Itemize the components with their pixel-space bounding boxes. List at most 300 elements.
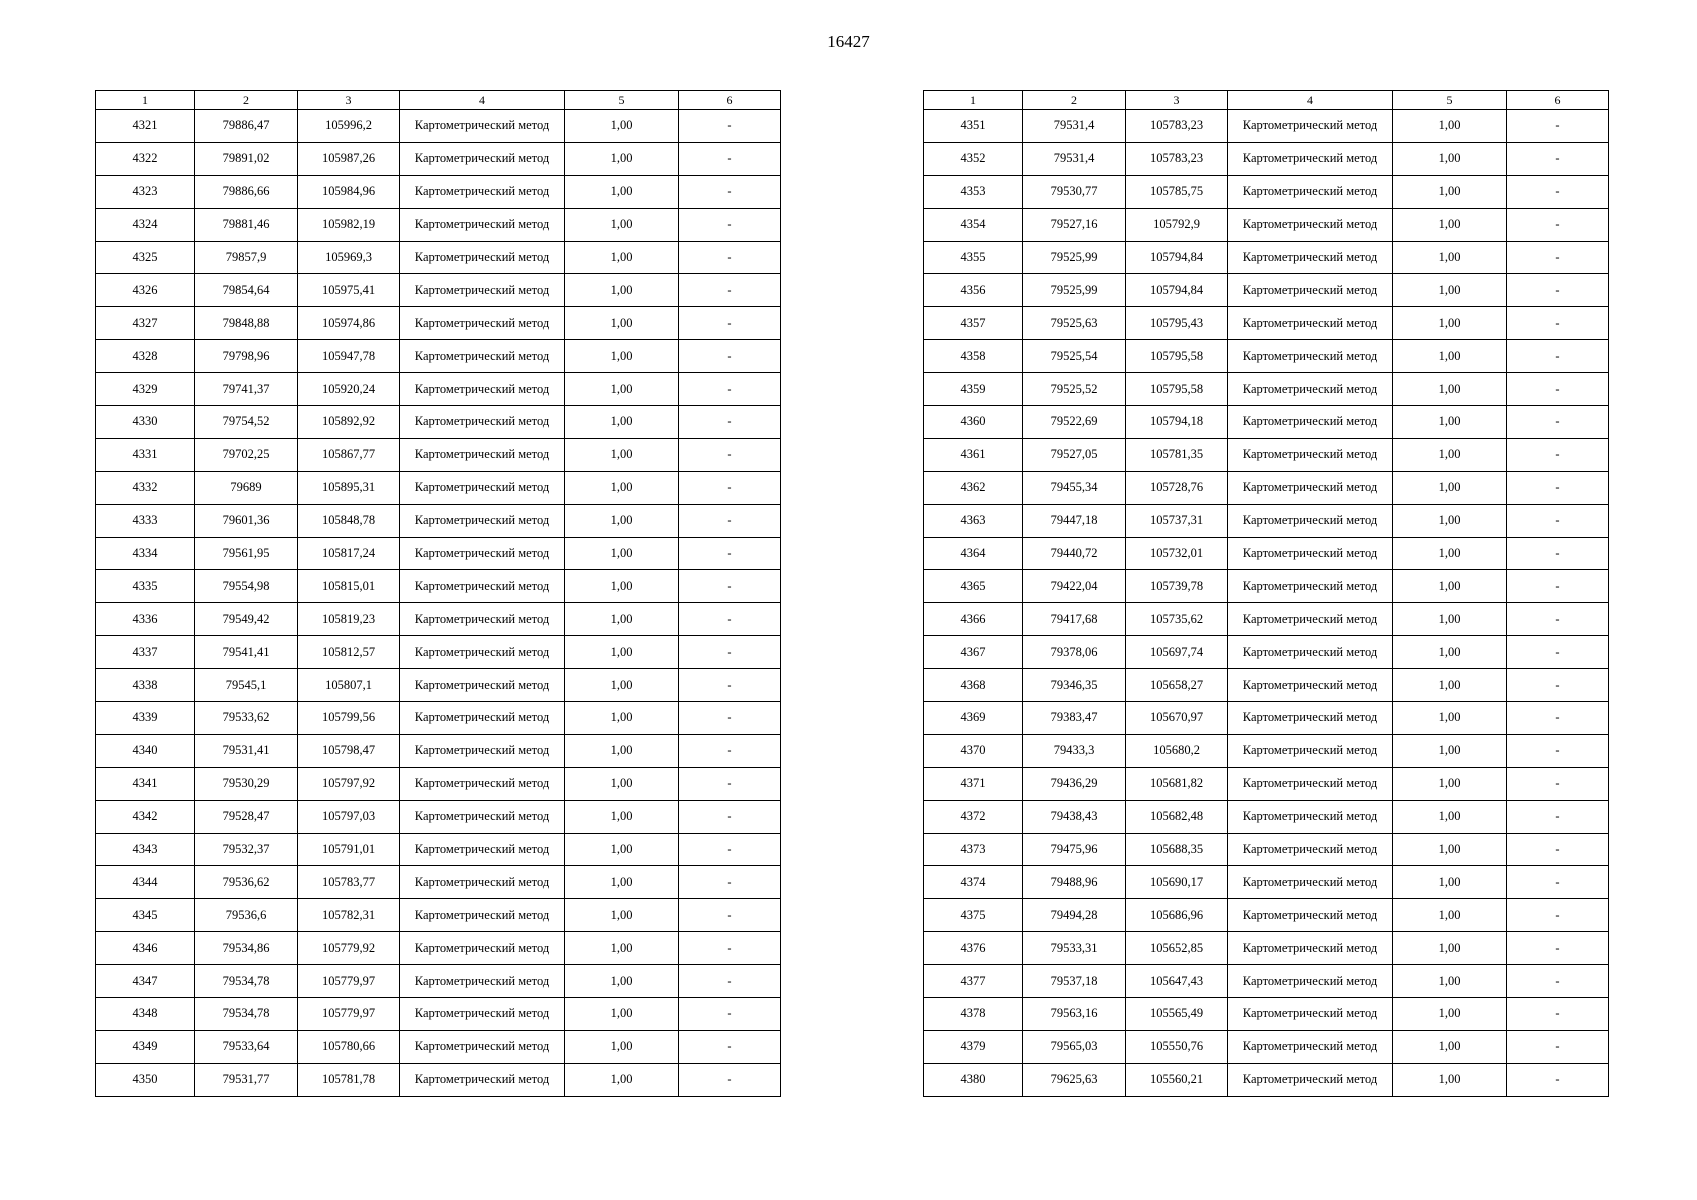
y-coordinate-cell: 105737,31 — [1126, 504, 1228, 537]
accuracy-cell: 1,00 — [1393, 537, 1507, 570]
point-number-cell: 4333 — [96, 504, 195, 537]
y-coordinate-cell: 105728,76 — [1126, 471, 1228, 504]
accuracy-cell: 1,00 — [1393, 307, 1507, 340]
x-coordinate-cell: 79601,36 — [195, 504, 298, 537]
table-row — [924, 110, 1609, 143]
point-number-cell: 4360 — [924, 406, 1023, 439]
table-row — [924, 142, 1609, 175]
table-row — [96, 274, 781, 307]
method-cell: Картометрический метод — [1228, 307, 1393, 340]
note-cell: - — [1507, 1063, 1609, 1096]
y-coordinate-cell: 105781,35 — [1126, 438, 1228, 471]
method-cell: Картометрический метод — [1228, 932, 1393, 965]
coordinates-table-left — [95, 90, 781, 1097]
method-cell: Картометрический метод — [400, 406, 565, 439]
table-row — [96, 965, 781, 998]
method-cell: Картометрический метод — [1228, 702, 1393, 735]
y-coordinate-cell: 105779,97 — [298, 998, 400, 1031]
table-row — [924, 340, 1609, 373]
y-coordinate-cell: 105984,96 — [298, 175, 400, 208]
method-cell: Картометрический метод — [1228, 800, 1393, 833]
method-cell: Картометрический метод — [1228, 537, 1393, 570]
accuracy-cell: 1,00 — [565, 1063, 679, 1096]
table-row — [96, 570, 781, 603]
note-cell: - — [1507, 603, 1609, 636]
method-cell: Картометрический метод — [400, 767, 565, 800]
x-coordinate-cell: 79488,96 — [1023, 866, 1126, 899]
method-cell: Картометрический метод — [400, 142, 565, 175]
point-number-cell: 4371 — [924, 767, 1023, 800]
x-coordinate-cell: 79417,68 — [1023, 603, 1126, 636]
table-row — [924, 1030, 1609, 1063]
y-coordinate-cell: 105794,84 — [1126, 241, 1228, 274]
x-coordinate-cell: 79531,4 — [1023, 142, 1126, 175]
x-coordinate-cell: 79475,96 — [1023, 833, 1126, 866]
table-row — [924, 504, 1609, 537]
column-header: 5 — [1393, 91, 1507, 110]
table-row — [924, 998, 1609, 1031]
method-cell: Картометрический метод — [1228, 965, 1393, 998]
point-number-cell: 4370 — [924, 734, 1023, 767]
point-number-cell: 4340 — [96, 734, 195, 767]
accuracy-cell: 1,00 — [565, 241, 679, 274]
table-row — [96, 208, 781, 241]
method-cell: Картометрический метод — [400, 110, 565, 143]
accuracy-cell: 1,00 — [565, 537, 679, 570]
accuracy-cell: 1,00 — [565, 406, 679, 439]
accuracy-cell: 1,00 — [1393, 767, 1507, 800]
accuracy-cell: 1,00 — [1393, 734, 1507, 767]
table-row — [96, 636, 781, 669]
method-cell: Картометрический метод — [400, 833, 565, 866]
method-cell: Картометрический метод — [1228, 208, 1393, 241]
accuracy-cell: 1,00 — [1393, 636, 1507, 669]
table-row — [96, 537, 781, 570]
note-cell: - — [679, 767, 781, 800]
point-number-cell: 4327 — [96, 307, 195, 340]
method-cell: Картометрический метод — [400, 899, 565, 932]
point-number-cell: 4335 — [96, 570, 195, 603]
method-cell: Картометрический метод — [400, 241, 565, 274]
y-coordinate-cell: 105781,78 — [298, 1063, 400, 1096]
y-coordinate-cell: 105982,19 — [298, 208, 400, 241]
table-row — [924, 373, 1609, 406]
note-cell: - — [1507, 1030, 1609, 1063]
table-row — [924, 471, 1609, 504]
x-coordinate-cell: 79541,41 — [195, 636, 298, 669]
method-cell: Картометрический метод — [1228, 603, 1393, 636]
x-coordinate-cell: 79525,63 — [1023, 307, 1126, 340]
accuracy-cell: 1,00 — [1393, 998, 1507, 1031]
table-row — [924, 669, 1609, 702]
note-cell: - — [1507, 307, 1609, 340]
point-number-cell: 4359 — [924, 373, 1023, 406]
y-coordinate-cell: 105797,92 — [298, 767, 400, 800]
note-cell: - — [1507, 899, 1609, 932]
y-coordinate-cell: 105779,97 — [298, 965, 400, 998]
method-cell: Картометрический метод — [1228, 767, 1393, 800]
note-cell: - — [1507, 636, 1609, 669]
accuracy-cell: 1,00 — [1393, 570, 1507, 603]
y-coordinate-cell: 105680,2 — [1126, 734, 1228, 767]
y-coordinate-cell: 105817,24 — [298, 537, 400, 570]
note-cell: - — [1507, 702, 1609, 735]
y-coordinate-cell: 105735,62 — [1126, 603, 1228, 636]
column-header: 4 — [1228, 91, 1393, 110]
column-header: 6 — [679, 91, 781, 110]
note-cell: - — [1507, 537, 1609, 570]
y-coordinate-cell: 105783,23 — [1126, 110, 1228, 143]
table-row — [924, 833, 1609, 866]
accuracy-cell: 1,00 — [1393, 438, 1507, 471]
table-row — [96, 504, 781, 537]
point-number-cell: 4378 — [924, 998, 1023, 1031]
note-cell: - — [1507, 110, 1609, 143]
x-coordinate-cell: 79533,62 — [195, 702, 298, 735]
x-coordinate-cell: 79534,78 — [195, 965, 298, 998]
note-cell: - — [1507, 504, 1609, 537]
point-number-cell: 4364 — [924, 537, 1023, 570]
table-row — [96, 438, 781, 471]
x-coordinate-cell: 79346,35 — [1023, 669, 1126, 702]
note-cell: - — [679, 636, 781, 669]
point-number-cell: 4366 — [924, 603, 1023, 636]
note-cell: - — [679, 669, 781, 702]
accuracy-cell: 1,00 — [565, 570, 679, 603]
point-number-cell: 4361 — [924, 438, 1023, 471]
method-cell: Картометрический метод — [400, 866, 565, 899]
note-cell: - — [1507, 241, 1609, 274]
point-number-cell: 4377 — [924, 965, 1023, 998]
accuracy-cell: 1,00 — [565, 800, 679, 833]
accuracy-cell: 1,00 — [1393, 471, 1507, 504]
point-number-cell: 4326 — [96, 274, 195, 307]
method-cell: Картометрический метод — [400, 603, 565, 636]
method-cell: Картометрический метод — [400, 340, 565, 373]
accuracy-cell: 1,00 — [1393, 340, 1507, 373]
point-number-cell: 4350 — [96, 1063, 195, 1096]
note-cell: - — [1507, 175, 1609, 208]
accuracy-cell: 1,00 — [1393, 932, 1507, 965]
method-cell: Картометрический метод — [400, 373, 565, 406]
method-cell: Картометрический метод — [400, 471, 565, 504]
table-row — [96, 669, 781, 702]
method-cell: Картометрический метод — [1228, 471, 1393, 504]
y-coordinate-cell: 105892,92 — [298, 406, 400, 439]
accuracy-cell: 1,00 — [565, 373, 679, 406]
y-coordinate-cell: 105969,3 — [298, 241, 400, 274]
point-number-cell: 4365 — [924, 570, 1023, 603]
method-cell: Картометрический метод — [1228, 142, 1393, 175]
point-number-cell: 4337 — [96, 636, 195, 669]
point-number-cell: 4372 — [924, 800, 1023, 833]
x-coordinate-cell: 79561,95 — [195, 537, 298, 570]
y-coordinate-cell: 105798,47 — [298, 734, 400, 767]
point-number-cell: 4330 — [96, 406, 195, 439]
note-cell: - — [679, 504, 781, 537]
y-coordinate-cell: 105682,48 — [1126, 800, 1228, 833]
point-number-cell: 4324 — [96, 208, 195, 241]
accuracy-cell: 1,00 — [565, 603, 679, 636]
method-cell: Картометрический метод — [1228, 175, 1393, 208]
note-cell: - — [1507, 998, 1609, 1031]
y-coordinate-cell: 105783,23 — [1126, 142, 1228, 175]
y-coordinate-cell: 105795,58 — [1126, 373, 1228, 406]
x-coordinate-cell: 79455,34 — [1023, 471, 1126, 504]
x-coordinate-cell: 79536,62 — [195, 866, 298, 899]
accuracy-cell: 1,00 — [1393, 373, 1507, 406]
accuracy-cell: 1,00 — [1393, 208, 1507, 241]
note-cell: - — [1507, 406, 1609, 439]
table-row — [924, 866, 1609, 899]
x-coordinate-cell: 79533,31 — [1023, 932, 1126, 965]
note-cell: - — [679, 1030, 781, 1063]
method-cell: Картометрический метод — [400, 932, 565, 965]
accuracy-cell: 1,00 — [565, 504, 679, 537]
y-coordinate-cell: 105697,74 — [1126, 636, 1228, 669]
point-number-cell: 4351 — [924, 110, 1023, 143]
accuracy-cell: 1,00 — [1393, 866, 1507, 899]
table-row — [96, 800, 781, 833]
x-coordinate-cell: 79563,16 — [1023, 998, 1126, 1031]
column-header: 2 — [195, 91, 298, 110]
y-coordinate-cell: 105647,43 — [1126, 965, 1228, 998]
table-row — [924, 241, 1609, 274]
y-coordinate-cell: 105783,77 — [298, 866, 400, 899]
y-coordinate-cell: 105681,82 — [1126, 767, 1228, 800]
accuracy-cell: 1,00 — [565, 307, 679, 340]
y-coordinate-cell: 105739,78 — [1126, 570, 1228, 603]
method-cell: Картометрический метод — [1228, 241, 1393, 274]
y-coordinate-cell: 105795,58 — [1126, 340, 1228, 373]
accuracy-cell: 1,00 — [565, 702, 679, 735]
x-coordinate-cell: 79741,37 — [195, 373, 298, 406]
x-coordinate-cell: 79447,18 — [1023, 504, 1126, 537]
accuracy-cell: 1,00 — [1393, 833, 1507, 866]
table-row — [96, 241, 781, 274]
accuracy-cell: 1,00 — [1393, 800, 1507, 833]
point-number-cell: 4352 — [924, 142, 1023, 175]
point-number-cell: 4343 — [96, 833, 195, 866]
table-row — [924, 636, 1609, 669]
x-coordinate-cell: 79494,28 — [1023, 899, 1126, 932]
method-cell: Картометрический метод — [400, 702, 565, 735]
x-coordinate-cell: 79545,1 — [195, 669, 298, 702]
accuracy-cell: 1,00 — [565, 110, 679, 143]
y-coordinate-cell: 105975,41 — [298, 274, 400, 307]
table-row — [96, 998, 781, 1031]
x-coordinate-cell: 79891,02 — [195, 142, 298, 175]
point-number-cell: 4348 — [96, 998, 195, 1031]
note-cell: - — [679, 603, 781, 636]
note-cell: - — [1507, 932, 1609, 965]
y-coordinate-cell: 105785,75 — [1126, 175, 1228, 208]
y-coordinate-cell: 105792,9 — [1126, 208, 1228, 241]
y-coordinate-cell: 105686,96 — [1126, 899, 1228, 932]
accuracy-cell: 1,00 — [565, 636, 679, 669]
table-row — [96, 175, 781, 208]
note-cell: - — [679, 734, 781, 767]
method-cell: Картометрический метод — [400, 800, 565, 833]
column-header: 2 — [1023, 91, 1126, 110]
method-cell: Картометрический метод — [400, 669, 565, 702]
method-cell: Картометрический метод — [400, 636, 565, 669]
x-coordinate-cell: 79422,04 — [1023, 570, 1126, 603]
table-row — [96, 702, 781, 735]
note-cell: - — [679, 373, 781, 406]
note-cell: - — [679, 307, 781, 340]
note-cell: - — [679, 1063, 781, 1096]
point-number-cell: 4375 — [924, 899, 1023, 932]
x-coordinate-cell: 79702,25 — [195, 438, 298, 471]
accuracy-cell: 1,00 — [565, 767, 679, 800]
point-number-cell: 4368 — [924, 669, 1023, 702]
accuracy-cell: 1,00 — [565, 274, 679, 307]
table-row — [924, 175, 1609, 208]
table-row — [96, 603, 781, 636]
point-number-cell: 4328 — [96, 340, 195, 373]
point-number-cell: 4341 — [96, 767, 195, 800]
x-coordinate-cell: 79440,72 — [1023, 537, 1126, 570]
method-cell: Картометрический метод — [1228, 998, 1393, 1031]
point-number-cell: 4323 — [96, 175, 195, 208]
point-number-cell: 4357 — [924, 307, 1023, 340]
point-number-cell: 4336 — [96, 603, 195, 636]
accuracy-cell: 1,00 — [565, 438, 679, 471]
y-coordinate-cell: 105848,78 — [298, 504, 400, 537]
x-coordinate-cell: 79530,77 — [1023, 175, 1126, 208]
point-number-cell: 4353 — [924, 175, 1023, 208]
point-number-cell: 4374 — [924, 866, 1023, 899]
note-cell: - — [679, 833, 781, 866]
column-header: 6 — [1507, 91, 1609, 110]
note-cell: - — [679, 110, 781, 143]
y-coordinate-cell: 105797,03 — [298, 800, 400, 833]
note-cell: - — [679, 932, 781, 965]
method-cell: Картометрический метод — [1228, 570, 1393, 603]
note-cell: - — [1507, 570, 1609, 603]
method-cell: Картометрический метод — [400, 734, 565, 767]
y-coordinate-cell: 105791,01 — [298, 833, 400, 866]
point-number-cell: 4363 — [924, 504, 1023, 537]
note-cell: - — [679, 998, 781, 1031]
note-cell: - — [679, 142, 781, 175]
method-cell: Картометрический метод — [1228, 438, 1393, 471]
note-cell: - — [679, 471, 781, 504]
table-row — [96, 142, 781, 175]
x-coordinate-cell: 79531,4 — [1023, 110, 1126, 143]
accuracy-cell: 1,00 — [565, 142, 679, 175]
note-cell: - — [679, 570, 781, 603]
x-coordinate-cell: 79534,86 — [195, 932, 298, 965]
x-coordinate-cell: 79554,98 — [195, 570, 298, 603]
note-cell: - — [679, 208, 781, 241]
method-cell: Картометрический метод — [400, 1063, 565, 1096]
table-body — [96, 110, 781, 1097]
table-row — [924, 932, 1609, 965]
note-cell: - — [1507, 833, 1609, 866]
point-number-cell: 4376 — [924, 932, 1023, 965]
y-coordinate-cell: 105996,2 — [298, 110, 400, 143]
accuracy-cell: 1,00 — [1393, 110, 1507, 143]
x-coordinate-cell: 79881,46 — [195, 208, 298, 241]
x-coordinate-cell: 79536,6 — [195, 899, 298, 932]
x-coordinate-cell: 79854,64 — [195, 274, 298, 307]
accuracy-cell: 1,00 — [565, 833, 679, 866]
column-header: 4 — [400, 91, 565, 110]
point-number-cell: 4338 — [96, 669, 195, 702]
note-cell: - — [1507, 142, 1609, 175]
x-coordinate-cell: 79525,99 — [1023, 274, 1126, 307]
accuracy-cell: 1,00 — [565, 899, 679, 932]
table-row — [96, 1030, 781, 1063]
x-coordinate-cell: 79527,16 — [1023, 208, 1126, 241]
table-row — [96, 1063, 781, 1096]
note-cell: - — [1507, 866, 1609, 899]
accuracy-cell: 1,00 — [565, 208, 679, 241]
accuracy-cell: 1,00 — [565, 998, 679, 1031]
x-coordinate-cell: 79625,63 — [1023, 1063, 1126, 1096]
table-row — [924, 208, 1609, 241]
table-row — [924, 965, 1609, 998]
point-number-cell: 4325 — [96, 241, 195, 274]
point-number-cell: 4339 — [96, 702, 195, 735]
note-cell: - — [1507, 438, 1609, 471]
point-number-cell: 4329 — [96, 373, 195, 406]
table-row — [924, 438, 1609, 471]
point-number-cell: 4332 — [96, 471, 195, 504]
method-cell: Картометрический метод — [400, 208, 565, 241]
y-coordinate-cell: 105795,43 — [1126, 307, 1228, 340]
method-cell: Картометрический метод — [400, 504, 565, 537]
accuracy-cell: 1,00 — [565, 866, 679, 899]
table-row — [96, 406, 781, 439]
accuracy-cell: 1,00 — [565, 669, 679, 702]
y-coordinate-cell: 105550,76 — [1126, 1030, 1228, 1063]
method-cell: Картометрический метод — [1228, 110, 1393, 143]
note-cell: - — [679, 438, 781, 471]
point-number-cell: 4367 — [924, 636, 1023, 669]
x-coordinate-cell: 79565,03 — [1023, 1030, 1126, 1063]
page-number: 16427 — [827, 32, 870, 51]
y-coordinate-cell: 105867,77 — [298, 438, 400, 471]
x-coordinate-cell: 79754,52 — [195, 406, 298, 439]
table-row — [924, 734, 1609, 767]
note-cell: - — [679, 800, 781, 833]
point-number-cell: 4346 — [96, 932, 195, 965]
method-cell: Картометрический метод — [400, 175, 565, 208]
table-row — [924, 702, 1609, 735]
table-row — [96, 833, 781, 866]
note-cell: - — [1507, 274, 1609, 307]
table-row — [96, 471, 781, 504]
point-number-cell: 4379 — [924, 1030, 1023, 1063]
method-cell: Картометрический метод — [1228, 274, 1393, 307]
method-cell: Картометрический метод — [1228, 866, 1393, 899]
table-header-row — [96, 91, 781, 110]
y-coordinate-cell: 105799,56 — [298, 702, 400, 735]
column-header: 1 — [924, 91, 1023, 110]
note-cell: - — [679, 274, 781, 307]
table-row — [924, 767, 1609, 800]
accuracy-cell: 1,00 — [1393, 1030, 1507, 1063]
method-cell: Картометрический метод — [1228, 340, 1393, 373]
table-row — [96, 734, 781, 767]
method-cell: Картометрический метод — [1228, 734, 1393, 767]
method-cell: Картометрический метод — [1228, 1063, 1393, 1096]
note-cell: - — [1507, 965, 1609, 998]
x-coordinate-cell: 79532,37 — [195, 833, 298, 866]
